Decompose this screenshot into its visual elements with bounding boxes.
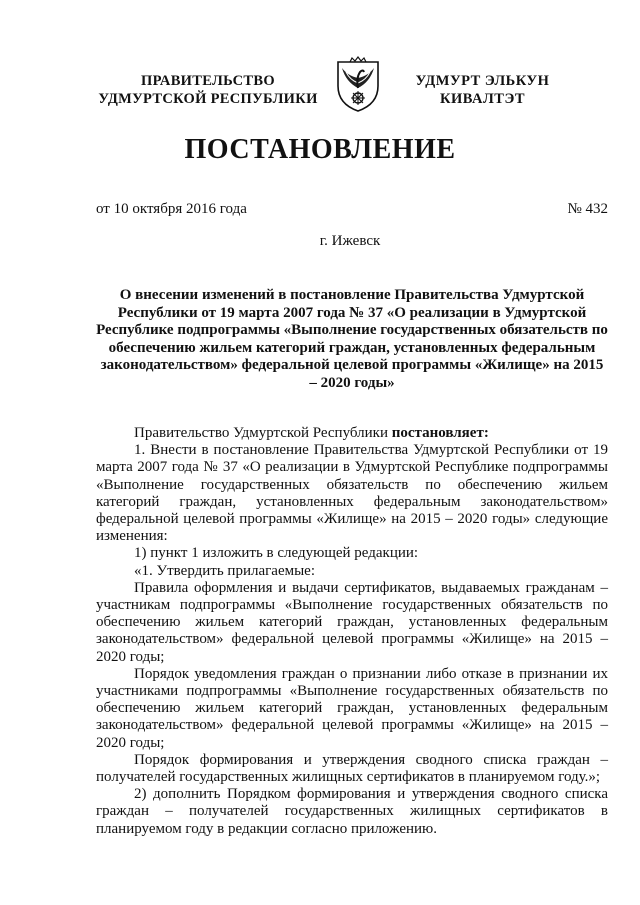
document-body [96, 425, 608, 838]
document-subject: О внесении изменений в постановление Правительства Удмуртской Республики от 19 марта 2007 года № 37 «О реализации в Удмуртской Республике подпрограммы «Выполнение государственных обязательств по обеспечению жильем категорий граждан, установленных федеральным законодательством» федеральной целевой программы «Жилище» на 2015 – 2020 годы» [96, 287, 608, 391]
issuer-line-1: ПРАВИТЕЛЬСТВО [141, 73, 275, 89]
paragraph-4: Правила оформления и выдачи сертификатов, выдаваемых гражданам – участникам подпрограммы «Выполнение государственных обязательств по обеспечению жильем категорий граждан, установленных федеральным законодательством» федеральной целевой программы «Жилище» на 2015 – 2020 годы; [96, 579, 608, 665]
intro-text: Правительство Удмуртской Республики [134, 425, 392, 441]
document-city: г. Ижевск [319, 233, 381, 249]
paragraph-6: Порядок формирования и утверждения сводного списка граждан – получателей государственных жилищных сертификатов в планируемом году.»; [96, 751, 608, 786]
document-number: № 432 [567, 201, 608, 217]
document-title: ПОСТАНОВЛЕНИЕ [184, 134, 456, 165]
issuer-line-2: УДМУРТСКОЙ РЕСПУБЛИКИ [98, 91, 318, 107]
issuer-name-udmurt [400, 72, 565, 108]
intro-verb: постановляет: [391, 425, 489, 441]
paragraph-7: 2) дополнить Порядком формирования и утверждения сводного списка граждан – получателей государственных жилищных сертификатов в планируемом году в редакции согласно приложению. [96, 786, 608, 837]
issuer-udm-line-2: КИВАЛТЭТ [439, 91, 525, 107]
paragraph-2: 1) пункт 1 изложить в следующей редакции: [134, 545, 419, 562]
resolution-intro [96, 425, 608, 442]
paragraph-3: «1. Утвердить прилагаемые: [134, 562, 315, 579]
document-date: от 10 октября 2016 года [96, 201, 247, 217]
udmurt-coat-of-arms-icon [330, 56, 386, 114]
paragraph-1: 1. Внести в постановление Правительства Удмуртской Республики от 19 марта 2007 года № 37 «О реализации в Удмуртской Республике подпрограммы «Выполнение государственных обязательств по обеспечению жильем категорий граждан, установленных федеральным законодательством» федеральной целевой программы «Жилище» на 2015 – 2020 годы» следующие изменения: [96, 442, 608, 545]
issuer-udm-line-1: УДМУРТ ЭЛЬКУН [415, 73, 550, 89]
paragraph-5: Порядок уведомления граждан о признании либо отказе в признании их участниками подпрограммы «Выполнение государственных обязательств по обеспечению жильем категорий граждан, установленных федеральным законодательством» федеральной целевой программы «Жилище» на 2015 – 2020 годы; [96, 665, 608, 751]
issuer-name-russian [88, 72, 328, 108]
